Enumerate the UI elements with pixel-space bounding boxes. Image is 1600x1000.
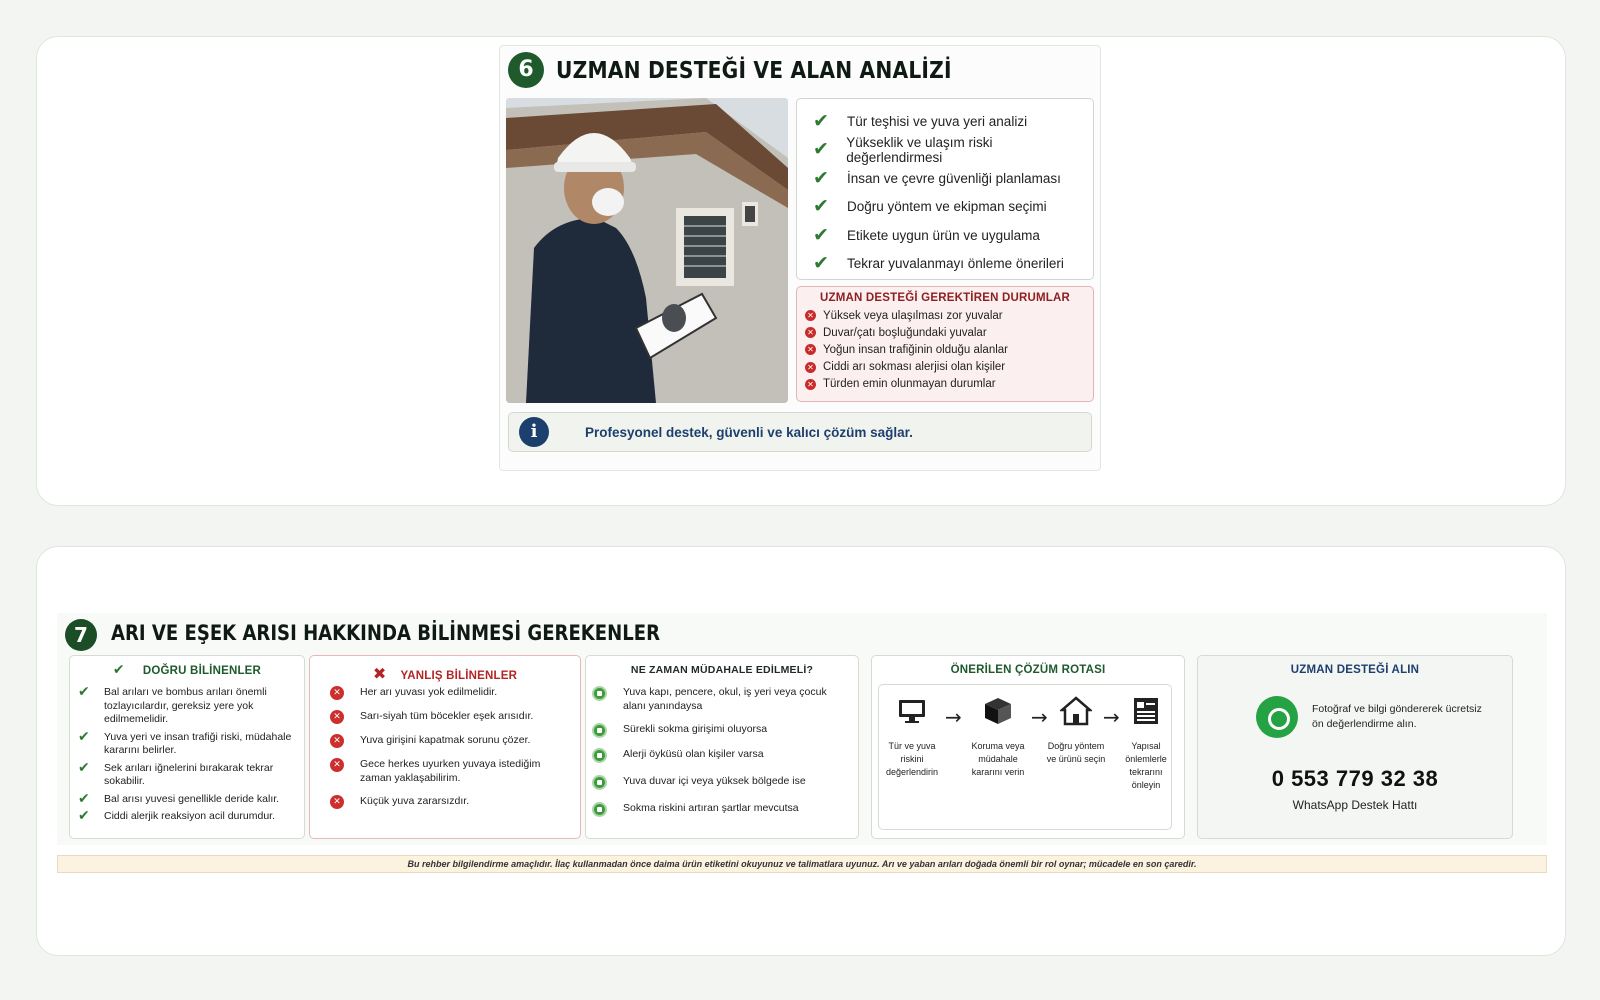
whatsapp-phone-number[interactable]: 0 553 779 32 38 (1271, 766, 1439, 791)
green-badge-icon (592, 686, 607, 701)
warning-item: ✕ Ciddi arı sokması alerjisi olan kişiler (805, 359, 1085, 376)
list-item: Yuva kapı, pencere, okul, iş yeri veya çocuk alanı yanındaysa (592, 686, 850, 713)
house-icon (1060, 695, 1092, 727)
list-item: ✔ Ciddi alerjik reaksiyon acil durumdur. (78, 808, 275, 824)
checklist-item: ✔ Etikete uygun ürün ve uygulama (813, 223, 1040, 246)
whatsapp-icon[interactable] (1256, 696, 1298, 738)
checklist-item: ✔ Tekrar yuvalanmayı önleme önerileri (813, 252, 1064, 275)
technician-photo (506, 98, 788, 403)
list-item: Sokma riskini artıran şartlar mevcutsa (592, 802, 850, 817)
expert-support-panel (499, 45, 1101, 471)
support-text: Fotoğraf ve bilgi göndererek ücretsiz ön değerlendirme alın. (1312, 703, 1482, 730)
route-title: ÖNERİLEN ÇÖZÜM ROTASI (950, 664, 1106, 676)
warning-title: UZMAN DESTEĞİ GEREKTİREN DURUMLAR (819, 292, 1070, 304)
cross-icon: ✖ (372, 664, 387, 683)
list-item: ✕ Küçük yuva zararsızdır. (330, 795, 572, 809)
list-item: Yuva duvar içi veya yüksek bölgede ise (592, 775, 850, 790)
check-icon: ✔ (78, 759, 90, 776)
x-circle-icon: ✕ (330, 795, 344, 809)
x-circle-icon: ✕ (805, 327, 816, 338)
green-badge-icon (592, 748, 607, 763)
check-icon: ✔ (78, 808, 90, 824)
expert-required-box (796, 286, 1094, 402)
x-circle-icon: ✕ (805, 310, 816, 321)
x-circle-icon: ✕ (330, 686, 344, 700)
x-circle-icon: ✕ (330, 710, 344, 724)
when-to-intervene-box (585, 655, 859, 839)
warning-item: ✕ Türden emin olunmayan durumlar (805, 376, 1085, 393)
checklist-item: ✔ İnsan ve çevre güvenliği planlaması (813, 166, 1061, 189)
info-banner (508, 412, 1092, 452)
route-step: Tür ve yuva riskini değerlendirin (881, 695, 943, 779)
checklist-item: ✔ Doğru yöntem ve ekipman seçimi (813, 195, 1047, 218)
route-steps (878, 684, 1172, 830)
list-item: ✔ Bal arısı yuvesi genellikle deride kalır. (78, 790, 280, 807)
monitor-icon (896, 695, 928, 727)
check-icon: ✔ (813, 138, 829, 161)
warning-item: ✕ Yoğun insan trafiğinin olduğu alanlar (805, 341, 1085, 358)
route-step: Doğru yöntem ve ürünü seçin (1045, 695, 1107, 766)
whatsapp-phone-label: WhatsApp Destek Hattı (1292, 798, 1418, 812)
when-title: NE ZAMAN MÜDAHALE EDİLMELİ? (630, 664, 814, 676)
facts-card (36, 546, 1566, 956)
support-title: UZMAN DESTEĞİ ALIN (1290, 664, 1420, 676)
wrong-facts-box (309, 655, 581, 839)
check-icon: ✔ (78, 728, 90, 745)
checklist-icon (1130, 695, 1162, 727)
info-icon: i (519, 417, 549, 447)
list-item: ✕ Gece herkes uyurken yuvaya istediğim zaman yaklaşabilirim. (330, 758, 572, 785)
check-icon: ✔ (813, 109, 829, 132)
x-circle-icon: ✕ (330, 734, 344, 748)
list-item: ✕ Sarı-siyah tüm böcekler eşek arısıdır. (330, 710, 572, 724)
section-number-badge: 6 (508, 52, 544, 88)
section-title: ARI VE EŞEK ARISI HAKKINDA BİLİNMESİ GEREKENLER (111, 621, 661, 645)
check-icon: ✔ (813, 223, 829, 246)
list-item: Alerji öyküsü olan kişiler varsa (592, 748, 850, 763)
check-icon: ✔ (813, 252, 829, 275)
arrow-right-icon: → (945, 705, 962, 729)
expert-support-card (36, 36, 1566, 506)
list-item: ✕ Her arı yuvası yok edilmelidir. (330, 686, 572, 700)
x-circle-icon: ✕ (805, 362, 816, 373)
green-badge-icon (592, 723, 607, 738)
checklist-item: ✔ Yükseklik ve ulaşım riski değerlendirmesi (813, 134, 993, 165)
wrong-facts-title: YANLIŞ BİLİNENLER (400, 670, 518, 682)
route-step: Yapısal önlemlerle tekrarını önleyin (1115, 695, 1177, 792)
correct-facts-title: DOĞRU BİLİNENLER (142, 665, 262, 677)
correct-facts-box (69, 655, 305, 839)
check-icon: ✔ (78, 790, 90, 807)
box-icon (982, 695, 1014, 727)
info-text: Profesyonel destek, güvenli ve kalıcı çözüm sağlar. (585, 424, 913, 440)
expert-checklist (796, 98, 1094, 280)
list-item: ✔ Yuva yeri ve insan trafiği riski, müdahale kararını belirler. (78, 728, 292, 756)
x-circle-icon: ✕ (805, 379, 816, 390)
check-icon: ✔ (78, 684, 90, 700)
checklist-item: ✔ Tür teşhisi ve yuva yeri analizi (813, 109, 1028, 132)
check-icon: ✔ (813, 166, 829, 189)
arrow-right-icon: → (1103, 705, 1120, 729)
list-item: ✔ Sek arıları iğnelerini bırakarak tekrar sokabilir. (78, 759, 274, 787)
x-circle-icon: ✕ (330, 758, 344, 772)
route-step: Koruma veya müdahale kararını verin (967, 695, 1029, 779)
list-item: ✕ Yuva girişini kapatmak sorunu çözer. (330, 734, 572, 748)
list-item: ✔ Bal arıları ve bombus arıları önemli tozlayıcılardır, gereksiz yere yok edilmemelidir. (78, 684, 267, 725)
green-badge-icon (592, 775, 607, 790)
green-badge-icon (592, 802, 607, 817)
solution-route-box (871, 655, 1185, 839)
x-circle-icon: ✕ (805, 344, 816, 355)
warning-item: ✕ Duvar/çatı boşluğundaki yuvalar (805, 324, 1085, 341)
check-icon: ✔ (813, 195, 829, 218)
section-title: UZMAN DESTEĞİ VE ALAN ANALİZİ (556, 58, 952, 84)
whatsapp-support-box (1197, 655, 1513, 839)
arrow-right-icon: → (1031, 705, 1048, 729)
warning-item: ✕ Yüksek veya ulaşılması zor yuvalar (805, 307, 1085, 324)
section-number-badge: 7 (65, 619, 97, 651)
list-item: Sürekli sokma girişimi oluyorsa (592, 723, 850, 738)
check-icon: ✔ (112, 662, 125, 678)
disclaimer-footer: Bu rehber bilgilendirme amaçlıdır. İlaç kullanmadan önce daima ürün etiketini okuyunuz ve talimatlara uyunuz. Arı ve yaban arıları doğada önemli bir rol oynar; mücadele en son çaredir. (57, 855, 1547, 873)
